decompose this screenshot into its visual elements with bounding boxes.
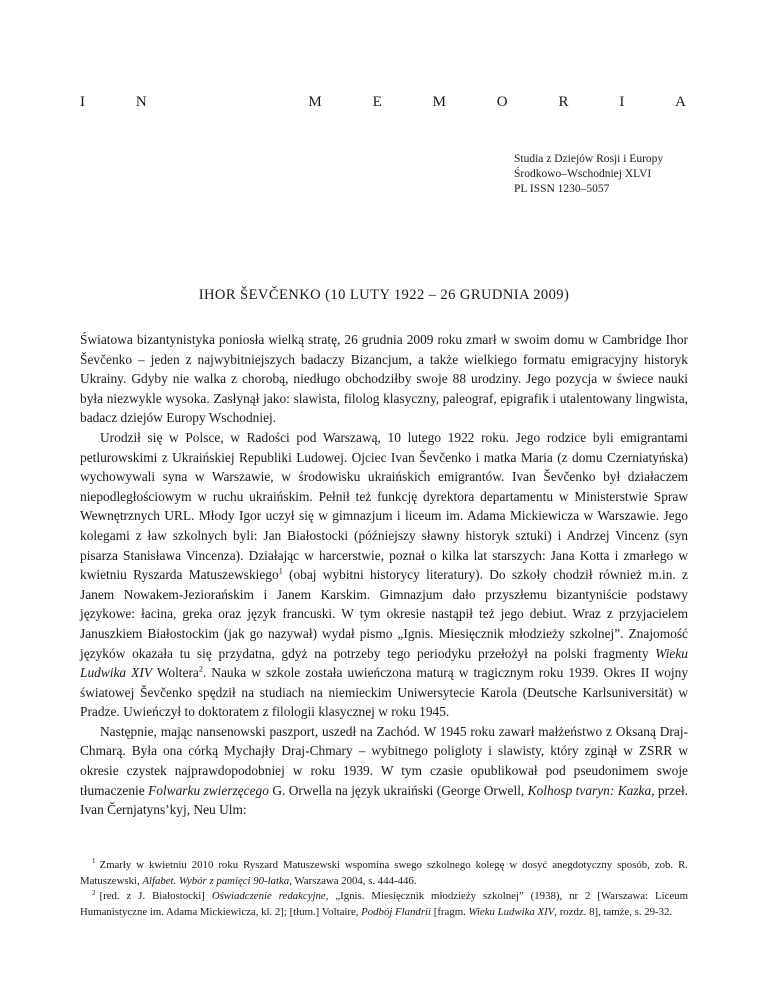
- footnote-text: , rozdz. 8], tamże, s. 29-32.: [554, 905, 673, 918]
- paragraph-text: Urodził się w Polsce, w Radości pod Warszawą, 10 lutego 1922 roku. Jego rodzice byli emigrantami petlurowskimi z Ukraińskiej Republiki Ludowej. Ojciec Ivan Ševčenko i matka Maria (z domu Czerniatyńska) wychowywali syna w Warszawie, w środowisku ukraińskich emigrantów. Ivan Ševčenko był działaczem niepodległościowym w ruchu ukraińskim. Pełnił też funkcję dyrektora departamentu w Ministerstwie Spraw Wewnętrznych URL. Młody Igor uczył się w gimnazjum i liceum im. Adama Mickiewicza w Warszawie. Jego kolegami z ław szkolnych byli: Jan Białostocki (późniejszy sławny historyk sztuki) i Andrzej Vincenz (syn pisarza Stanisława Vincenza). Działając w harcerstwie, poznał o kilka lat starszych: Jana Kotta i zmarłego w kwietniu Ryszarda Matuszewskiego: [80, 429, 688, 583]
- article-body: [80, 330, 688, 820]
- running-head-letter: I: [619, 94, 625, 110]
- footnote-text: Zmarły w kwietniu 2010 roku Ryszard Matuszewski wspomina swego szkolnego kolegę w dosyć anegdotyczny sposób, zob. R. Matuszewski,: [80, 859, 688, 887]
- journal-line: Środkowo–Wschodniej XLVI: [514, 168, 652, 180]
- footnote-ref[interactable]: 1: [278, 566, 283, 576]
- running-head-letter: I: [80, 94, 85, 110]
- paragraph-text: Woltera: [152, 665, 199, 681]
- book-title: Folwarku zwierzęcego: [148, 782, 269, 798]
- book-title: Alfabet. Wybór z pamięci 90-latka: [142, 874, 290, 887]
- book-title: Oświadczenie redakcyjne: [211, 890, 326, 903]
- book-title: Kolhosp tvaryn: Kazka: [527, 782, 652, 798]
- footnote-ref[interactable]: 2: [198, 664, 203, 674]
- running-head-letter: M: [308, 94, 322, 110]
- paragraph: [80, 722, 688, 820]
- running-head-letter: N: [135, 94, 147, 110]
- paragraph: Światowa bizantynistyka poniosła wielką stratę, 26 grudnia 2009 roku zmarł w swoim domu w Cambridge Ihor Ševčenko – jeden z najwybitniejszych badaczy Bizancjum, a także wielkiego formatu emigracyjny historyk Ukrainy. Gdyby nie walka z chorobą, niedługo obchodziłby swoje 88 urodziny. Jego pozycja w świece nauki była niezwykle wysoka. Zasłynął jako: slawista, filolog klasyczny, paleograf, epigrafik i utalentowany lingwista, badacz dziejów Europy Wschodniej.: [80, 332, 688, 426]
- running-head-letter: M: [432, 94, 446, 110]
- footnote-text: [red. z J. Białostocki]: [99, 890, 212, 903]
- journal-issn: PL ISSN 1230–5057: [514, 183, 610, 195]
- book-title: Wieku Ludwika XIV: [80, 645, 688, 681]
- book-title: Podbój Flandrii: [361, 905, 432, 918]
- paragraph-text: G. Orwella na język ukraiński (George Orwell,: [268, 782, 528, 798]
- footnotes: [80, 858, 688, 920]
- footnote-number: 1: [92, 857, 96, 866]
- footnote: [80, 889, 688, 920]
- paragraph-text: , przeł. Ivan Černjatyns’kyj, Neu Ulm:: [80, 782, 689, 818]
- paragraph-text: Następnie, mając nansenowski paszport, uszedł na Zachód. W 1945 roku zawarł małżeństwo z Oksaną Draj-Chmarą. Była ona córką Mychajły Draj-Chmary – wybitnego poligloty i slawisty, który zginął w ZSRR w okresie czystek najprawdopodobniej w roku 1939. W tym czasie opublikował pod pseudonimem swoje tłumaczenie: [80, 723, 688, 798]
- book-title: Wieku Ludwika XIV: [468, 905, 555, 918]
- journal-info: [514, 152, 663, 197]
- running-head-letter: R: [558, 94, 569, 110]
- paragraph: [80, 428, 688, 722]
- footnote-number: 2: [92, 888, 96, 897]
- running-head-gap: [198, 94, 258, 111]
- footnote-text: [fragm.: [431, 905, 469, 918]
- running-head: [80, 94, 686, 111]
- running-head-letter: O: [496, 94, 508, 110]
- paragraph-text: (obaj wybitni historycy literatury). Do szkoły chodził również m.in. z Janem Nowakem-Jeziorańskim i Janem Karskim. Gimnazjum dało przyszłemu bizantyniście podstawy językowe: łacina, greka oraz język francuski. W tym okresie nastąpił też jego debiut. Wraz z przyjacielem Januszkiem Białostockim (jak go nazywał) wydał pismo „Ignis. Miesięcznik młodzieży szkolnej”. Znajomość języków okazała tu się przydatna, gdyż na potrzeby tego periodyku przełożył na polski fragmenty: [80, 567, 688, 661]
- footnote: [80, 858, 688, 889]
- running-head-letter: A: [675, 94, 686, 110]
- footnote-text: , „Ignis. Miesięcznik młodzieży szkolnej” (1938), nr 2 [Warszawa: Liceum Humanistyczne im. Adama Mickiewicza, kl. 2]; [tłum.] Voltaire,: [80, 890, 688, 918]
- article-title: IHOR ŠEVČENKO (10 LUTY 1922 – 26 GRUDNIA 2009): [198, 287, 570, 303]
- journal-line: Studia z Dziejów Rosji i Europy: [514, 153, 664, 165]
- running-head-letter: E: [372, 94, 382, 110]
- footnote-text: , Warszawa 2004, s. 444-446.: [289, 874, 417, 887]
- paragraph-text: . Nauka w szkole została uwieńczona maturą w tragicznym roku 1939. Okres II wojny światowej Ševčenko spędził na studiach na niemieckim Uniwersytecie Karola (Deutsche Karlsuniversität) w Pradze. Uwieńczył to doktoratem z filologii klasycznej w roku 1945.: [80, 665, 689, 720]
